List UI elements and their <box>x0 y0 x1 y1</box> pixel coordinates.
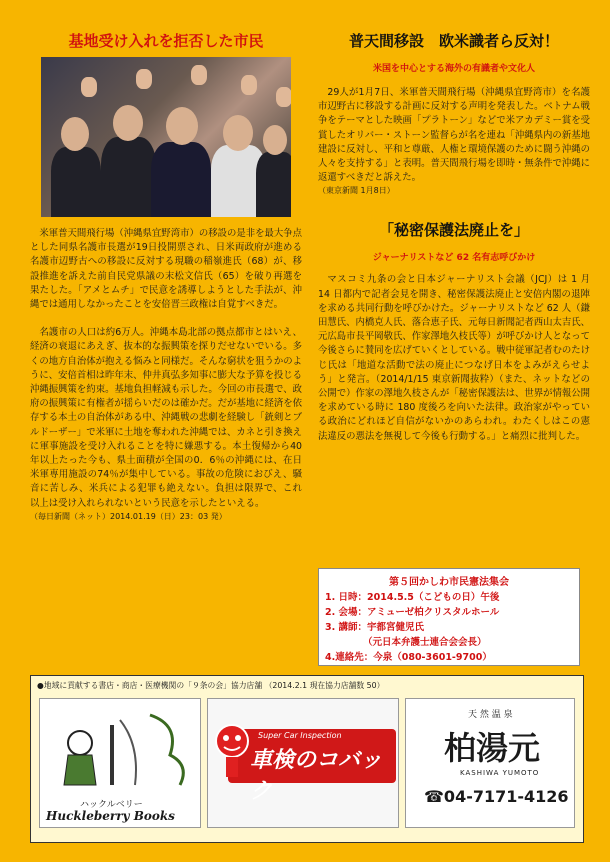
cobac-banner <box>228 729 396 804</box>
kashiwa-yumoto-ad <box>405 698 575 828</box>
right-headline-1: 普天間移設 欧米識者ら反対！ <box>348 32 559 50</box>
news-photo <box>41 57 291 217</box>
right-paragraph-1: 29人が1月7日、米軍普天間飛行場（沖縄県宜野湾市）を名護市辺野古に移設する計画に反対する声明を発表した。ベトナム戦争をテーマとした映画「プラトーン」などで米アカデミー賞を受賞したオリバー・ストーン監督らが名を連ね「沖縄県内の新基地建設に反対し、平和と尊厳、人権と環境保護のために闘う沖縄の人々を支持する」と表明。普天間飛行場を即時・無条件で沖縄に返還すべきだと訴えた。 <box>318 87 590 184</box>
left-source: （毎日新聞（ネット）2014.01.19（日）23：03 発） <box>30 511 227 521</box>
left-paragraph-1: 米軍普天間飛行場（沖縄県宜野湾市）の移設の是非を最大争点とした同県名護市長選が19日投開票され、日米両政府が進める名護市辺野古への移設に反対する現職の稲嶺進氏（68）が、移設推進を訴えた前自民党県議の末松文信氏（65）を破り再選を果たした。「アメとムチ」で民意を誘導しようとした手法が、沖縄では通用しなかったことを安倍晋三政権は自覚すべきだ。 <box>30 228 302 311</box>
notice-item: 2. 会場：アミューゼ柏クリスタルホール <box>325 607 500 618</box>
yumoto-top-text: 天 然 温 泉 <box>468 710 513 720</box>
huckleberry-books-ad <box>39 698 201 828</box>
cobac-ad <box>207 698 399 828</box>
notice-item: 1. 日時：2014.5.5（こどもの日）午後 <box>325 592 500 603</box>
notice-item: 3. 講師：宇都宮健児氏 <box>325 622 425 633</box>
right-subtitle-2: ジャーナリストなど 62 名有志呼びかけ <box>372 253 536 264</box>
left-headline: 基地受け入れを拒否した市民 <box>68 32 264 50</box>
yumoto-name: 柏湯元 <box>444 729 541 767</box>
right-paragraph-2: マスコミ九条の会と日本ジャーナリスト会議（JCJ）は 1 月 14 日都内で記者会見を開き、秘密保護法廃止と安倍内閣の退陣を求める共同行動を呼びかけた。ジャーナリストなど 62 人（鎌田慧氏、内橋克人氏、落合恵子氏、元毎日新聞記者西山太吉氏、元広島市長平岡敬氏、作家澤地久枝氏等）が呼びかけ人となって今後さらに賛同を広げていくとしている。戦中従軍記者むのたけじ氏は「地道な活動で法の廃止につなげ日本をよみがえらせよう」と発言。（2014/1/15 東京新聞抜粋）（また、ネットなどの公開で）作家の澤地久枝さんが「秘密保護法は、世界が情報公開を求めている時に 180 度後ろを向いた法律。政治家がやっている政治にどれほど自信がないかのあらわれ。わたくしはこの憲法違反の悪法を無視して今後も行動する。」と痛烈に批判した。 <box>318 274 590 442</box>
right-subtitle-1: 米国を中心とする海外の有識者や文化人 <box>372 64 535 74</box>
cooperating-stores-box <box>30 675 584 843</box>
right-source-1: （東京新聞 1月8日） <box>318 186 395 196</box>
notice-item: （元日本弁護士連合会会長） <box>363 637 487 648</box>
cobac-top-text: Super Car Inspection <box>258 731 342 740</box>
stores-caption: ●地域に貢献する書店・商店・医療機関の「９条の会」協力店舗 （2014.2.1 現在協力店舗数 50） <box>37 681 385 690</box>
yumoto-phone: ☎04-7171-4126 <box>424 787 569 806</box>
left-column <box>30 30 302 523</box>
huckleberry-small-text: ハックルベリー <box>80 800 143 810</box>
huckleberry-logo-icon <box>40 705 200 795</box>
cobac-name: 車検のコバック <box>250 748 383 804</box>
notice-item: 4.連絡先：今泉（080-3601-9700） <box>325 652 492 663</box>
right-column <box>318 30 590 444</box>
huckleberry-name: Huckleberry Books <box>46 809 175 823</box>
right-headline-2: 「秘密保護法廃止を」 <box>378 221 529 240</box>
constitution-meeting-notice <box>318 568 580 666</box>
yumoto-romaji: KASHIWA YUMOTO <box>460 769 540 777</box>
notice-title: 第５回かしわ市民憲法集会 <box>389 577 509 588</box>
cobac-mascot-icon <box>212 723 252 783</box>
left-paragraph-2: 名護市の人口は約6万人。沖縄本島北部の拠点都市とはいえ、経済の衰退にあえぎ、抜本的な振興策を探りだせないでいる。多くの地方自治体が抱える悩みと同様だ。そんな窮状を狙うかのように、安倍首相は昨年末、仲井真弘多知事に膨大な予算を投じる沖縄振興策を約束。基地負担軽減も示した。今回の市長選で、政府の振興策に有権者が揺らいだのは確かだ。だが基地に経済を依存する本土の自治体がある中、沖縄戦の悲劇を経験し「銃剣とブルドーザー」で米軍に土地を奪われた沖縄では、カネと引き換えに軍事施設を受け入れることを特に嫌悪する。本土復帰から40年以上たった今も、県土面積が全国の0．6％の沖縄には、在日米軍専用施設の74％が集中している。事故の危険におびえ、騒音に苦しみ、米兵による犯罪も絶えない。負担は限界で、これ以上は受け入れられないという民意を示したといえる。 <box>30 327 302 509</box>
